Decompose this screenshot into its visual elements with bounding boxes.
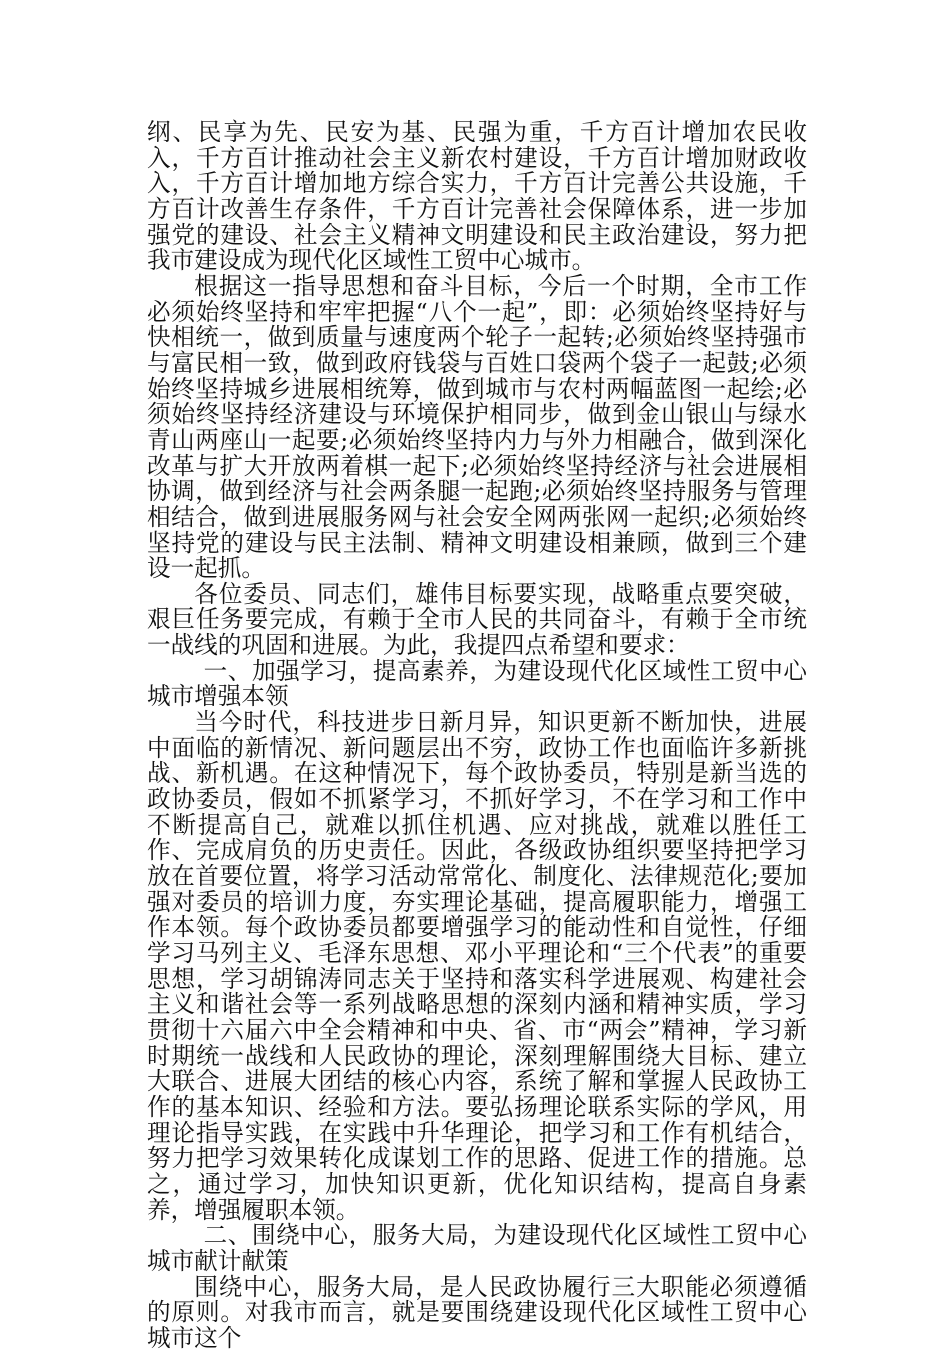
paragraph-address-members: 各位委员、同志们，雄伟目标要实现，战略重点要突破，艰巨任务要完成，有赖于全市人民的共同奋斗，有赖于全市统一战线的巩固和进展。为此，我提四点希望和要求： bbox=[147, 579, 807, 660]
document-page bbox=[147, 120, 807, 1352]
paragraph-continued: 纲、民享为先、民安为基、民强为重，千方百计增加农民收入，千方百计推动社会主义新农村建设，千方百计增加财政收入，千方百计增加地方综合实力，千方百计完善公共设施，千方百计改善生存条件，千方百计完善社会保障体系，进一步加强党的建设、社会主义精神文明建设和民主政治建设，努力把我市建设成为现代化区域性工贸中心城市。 bbox=[147, 118, 807, 275]
section-heading-2: 二、围绕中心，服务大局，为建设现代化区域性工贸中心城市献计献策 bbox=[147, 1221, 807, 1275]
paragraph-learning: 当今时代，科技进步日新月异，知识更新不断加快，进展中面临的新情况、新问题层出不穷，政协工作也面临许多新挑战、新机遇。在这种情况下，每个政协委员，特别是新当选的政协委员，假如不抓紧学习，不抓好学习，不在学习和工作中不断提高自己，就难以抓住机遇、应对挑战，就难以胜任工作、完成肩负的历史责任。因此，各级政协组织要坚持把学习放在首要位置，将学习活动常常化、制度化、法律规范化;要加强对委员的培训力度，夯实理论基础，提高履职能力，增强工作本领。每个政协委员都要增强学习的能动性和自觉性，仔细学习马列主义、毛泽东思想、邓小平理论和“三个代表”的重要思想，学习胡锦涛同志关于坚持和落实科学进展观、构建社会主义和谐社会等一系列战略思想的深刻内涵和精神实质，学习贯彻十六届六中全会精神和中央、省、市“两会”精神，学习新时期统一战线和人民政协的理论，深刻理解围绕大目标、建立大联合、进展大团结的核心内容，系统了解和掌握人民政协工作的基本知识、经验和方法。要弘扬理论联系实际的学风，用理论指导实践，在实践中升华理论，把学习和工作有机结合，努力把学习效果转化成谋划工作的思路、促进工作的措施。总之，通过学习，加快知识更新，优化知识结构，提高自身素养，增强履职本领。 bbox=[147, 708, 807, 1224]
section-heading-1: 一、加强学习，提高素养，为建设现代化区域性工贸中心城市增强本领 bbox=[147, 656, 807, 711]
paragraph-eight-together: 根据这一指导思想和奋斗目标，今后一个时期，全市工作必须始终坚持和牢牢把握“八个一起”，即：必须始终坚持好与快相统一，做到质量与速度两个轮子一起转;必须始终坚持强市与富民相一致，做到政府钱袋与百姓口袋两个袋子一起鼓;必须始终坚持城乡进展相统筹，做到城市与农村两幅蓝图一起绘;必须始终坚持经济建设与环境保护相同步，做到金山银山与绿水青山两座山一起要;必须始终坚持内力与外力相融合，做到深化改革与扩大开放两着棋一起下;必须始终坚持经济与社会进展相协调，做到经济与社会两条腿一起跑;必须始终坚持服务与管理相结合，做到进展服务网与社会安全网两张网一起织;必须始终坚持党的建设与民主法制、精神文明建设相兼顾，做到三个建设一起抓。 bbox=[147, 271, 807, 583]
paragraph-serve-center: 围绕中心，服务大局，是人民政协履行三大职能必须遵循的原则。对我市而言，就是要围绕建设现代化区域性工贸中心城市这个 bbox=[147, 1272, 807, 1352]
